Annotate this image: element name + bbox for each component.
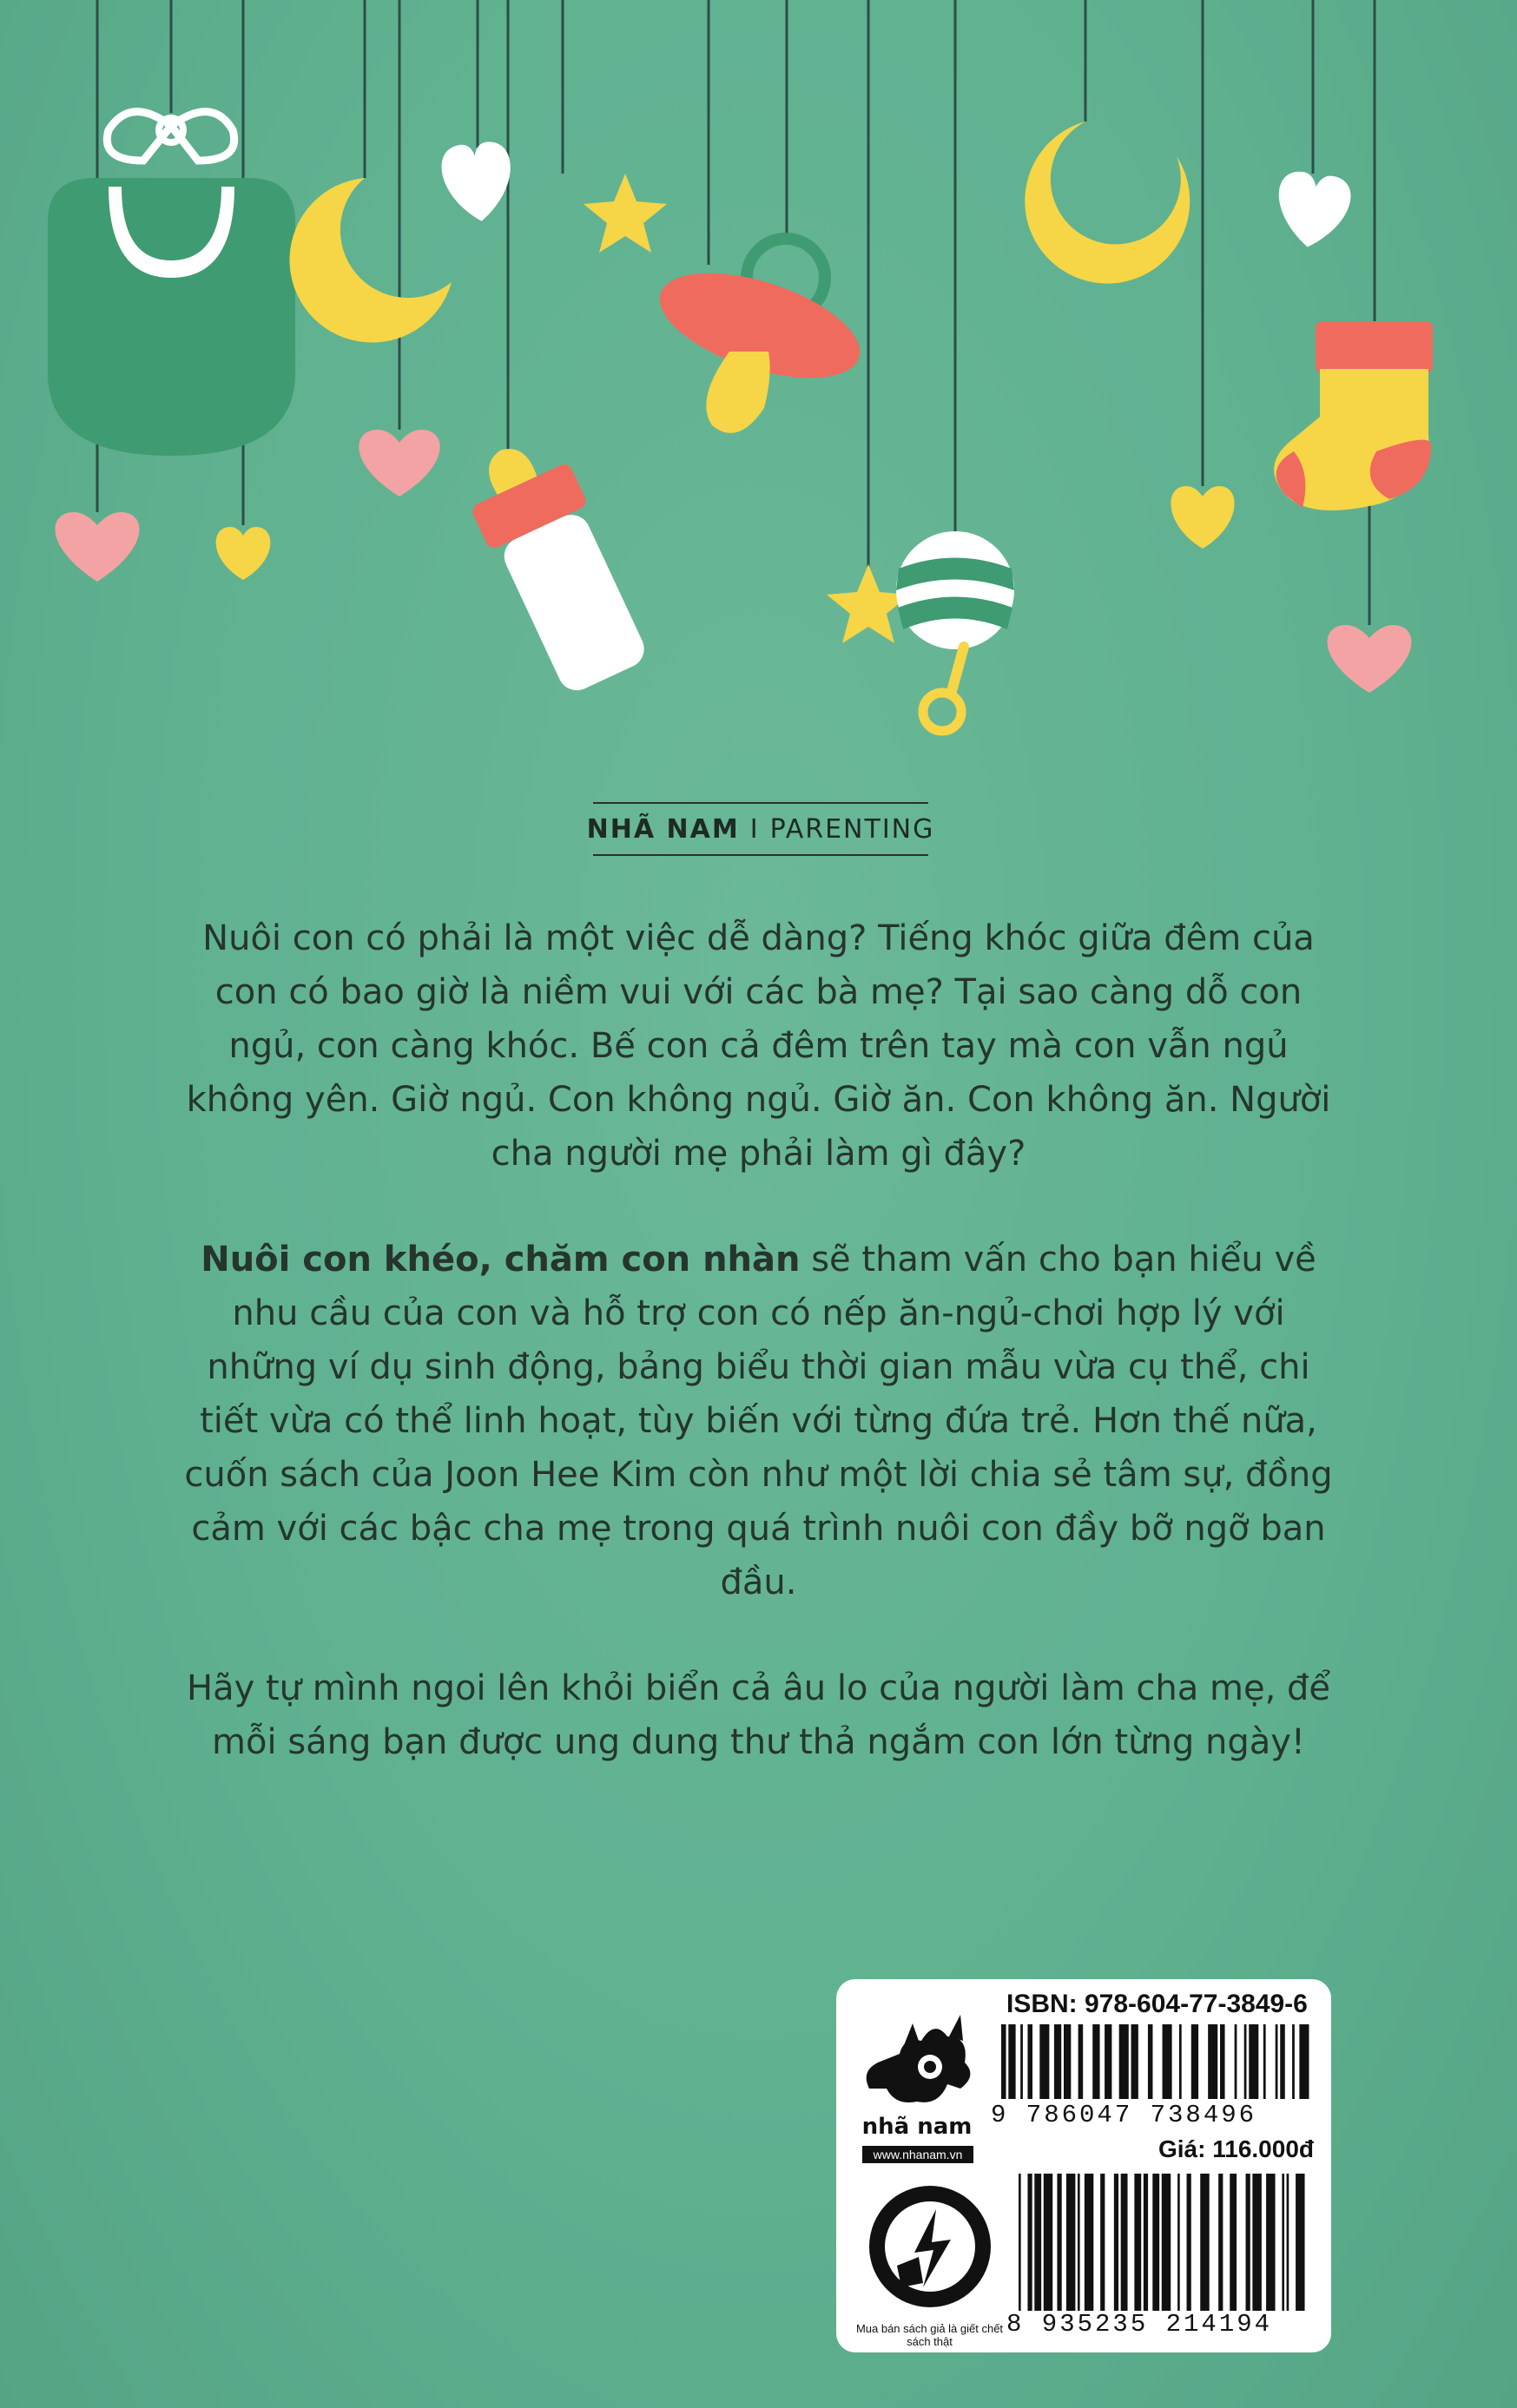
book-title: Nuôi con khéo, chăm con nhàn (201, 1240, 801, 1280)
barcode-bar (1144, 2174, 1148, 2311)
barcode-bar (1208, 2024, 1217, 2099)
barcode-bar (1034, 2174, 1041, 2311)
barcode-bar (1066, 2174, 1075, 2311)
barcode-bar (1287, 2174, 1289, 2311)
heart-icon (439, 140, 516, 225)
blurb-paragraph-2-text: sẽ tham vấn cho bạn hiểu về nhu cầu của con và hỗ trợ con có nếp ăn-ngủ-chơi hợp lý với những ví dụ sinh động, bảng biểu thời gian mẫu vừa cụ thể, chi tiết vừa có thể linh hoạt, tùy biến với từng đứa trẻ. Hơn thế nữa, cuốn sách của Joon Hee Kim còn như một lời chia sẻ tâm sự, đồng cảm với các bậc cha mẹ trong quá trình nuôi con đầy bỡ ngỡ ban đầu. (184, 1240, 1333, 1602)
barcode-bar (1266, 2174, 1275, 2311)
barcode-bar (1114, 2174, 1118, 2311)
barcode-bar (1244, 2024, 1247, 2099)
heart-icon (216, 527, 271, 580)
heart-icon (55, 512, 139, 582)
barcode-bar (1020, 2024, 1023, 2099)
barcode-bar (1027, 2174, 1032, 2311)
barcode-bar (1105, 2024, 1111, 2099)
barcode-bar (1299, 2024, 1309, 2099)
sock-icon (1274, 321, 1433, 510)
barcode-bar (1044, 2174, 1052, 2311)
blurb-paragraph-1: Nuôi con có phải là một việc dễ dàng? Tiếng khóc giữa đêm của con có bao giờ là niềm vui với các bà mẹ? Tại sao càng dỗ con ngủ, con càng khóc. Bế con cả đêm trên tay mà con vẫn ngủ không yên. Giờ ngủ. Con không ngủ. Giờ ăn. Con không ăn. Người cha người mẹ phải làm gì đây? (186, 918, 1331, 1174)
barcode-bar (1263, 2024, 1266, 2099)
barcode-bar (1054, 2024, 1061, 2099)
barcode-bar (1008, 2024, 1015, 2099)
star-icon (827, 564, 910, 643)
barcode-panel (836, 1979, 1331, 2352)
isbn-barcode (1001, 2024, 1314, 2099)
barcode-bar (1249, 2024, 1258, 2099)
hanging-baby-ornaments (0, 0, 1517, 807)
barcode-bar (1292, 2024, 1295, 2099)
barcode-bar (1001, 2024, 1006, 2099)
barcode-bar (1235, 2024, 1237, 2099)
heart-icon (359, 430, 439, 497)
barcode-bar (1280, 2024, 1285, 2099)
anti-counterfeit-seal-icon (854, 2170, 1006, 2322)
barcode-bar (1100, 2174, 1105, 2311)
barcode-bar (1246, 2174, 1250, 2311)
price-label: Giá: 116.000đ (1158, 2135, 1314, 2162)
logo-url: www.nhanam.vn (862, 2146, 973, 2163)
heart-icon (1327, 625, 1411, 693)
barcode-bar (1152, 2174, 1159, 2311)
isbn-digits: 9 786047 738496 (991, 2101, 1257, 2129)
barcode-bar (1191, 2024, 1198, 2099)
logo-name: nhã nam (861, 2114, 973, 2140)
barcode-bar (1200, 2174, 1209, 2311)
barcode-bar (1148, 2024, 1153, 2099)
bib-icon (48, 112, 295, 456)
barcode-bar (1119, 2024, 1129, 2099)
barcode-bar (1078, 2024, 1084, 2099)
barcode-bar (1027, 2024, 1032, 2099)
barcode-bar (1085, 2174, 1093, 2311)
barcode-bar (1121, 2174, 1128, 2311)
seal-text: Mua bán sách giả là giết chết sách thật (855, 2322, 1004, 2348)
barcode-bar (1162, 2174, 1171, 2311)
book-blurb (174, 911, 1343, 1821)
barcode-bar (1134, 2174, 1141, 2311)
barcode-bar (1163, 2024, 1172, 2099)
barcode-bar (1039, 2024, 1049, 2099)
barcode-bar (1177, 2174, 1180, 2311)
product-barcode (1019, 2174, 1314, 2311)
heart-icon (1171, 486, 1234, 549)
moon-icon (289, 178, 452, 343)
barcode-bar (1276, 2024, 1278, 2099)
barcode-bar (1230, 2174, 1237, 2311)
barcode-bar (1187, 2174, 1191, 2311)
barcode-bar (1131, 2024, 1138, 2099)
blurb-paragraph-3: Hãy tự mình ngoi lên khỏi biển cả âu lo của người làm cha mẹ, để mỗi sáng bạn được ung dung thư thả ngắm con lớn từng ngày! (187, 1668, 1330, 1762)
isbn-label: ISBN: 978-604-77-3849-6 (1006, 1990, 1308, 2018)
barcode-bar (1296, 2174, 1304, 2311)
barcode-bar (1252, 2174, 1261, 2311)
barcode-bar (1282, 2174, 1284, 2311)
star-icon (584, 174, 667, 253)
barcode-bar (1218, 2174, 1223, 2311)
barcode-bar (1092, 2024, 1099, 2099)
moon-icon (1025, 122, 1190, 284)
rattle-icon (896, 531, 1014, 731)
heart-icon (1272, 169, 1354, 253)
pacifier-icon (647, 239, 872, 433)
blurb-paragraph-2 (174, 1233, 1343, 1609)
baby-bottle-icon (453, 426, 658, 701)
series-name: PARENTING (769, 813, 935, 845)
barcode-bar (1064, 2024, 1071, 2099)
barcode-bar (1057, 2174, 1061, 2311)
publisher-imprint (586, 802, 935, 856)
product-digits: 8 935235 214194 (1006, 2310, 1273, 2339)
barcode-bar (1078, 2174, 1080, 2311)
publisher-name: NHÃ NAM (586, 813, 740, 845)
imprint-separator: I (749, 813, 760, 845)
barcode-bar (1220, 2024, 1225, 2099)
barcode-bar (1019, 2174, 1021, 2311)
barcode-bar (1179, 2024, 1182, 2099)
